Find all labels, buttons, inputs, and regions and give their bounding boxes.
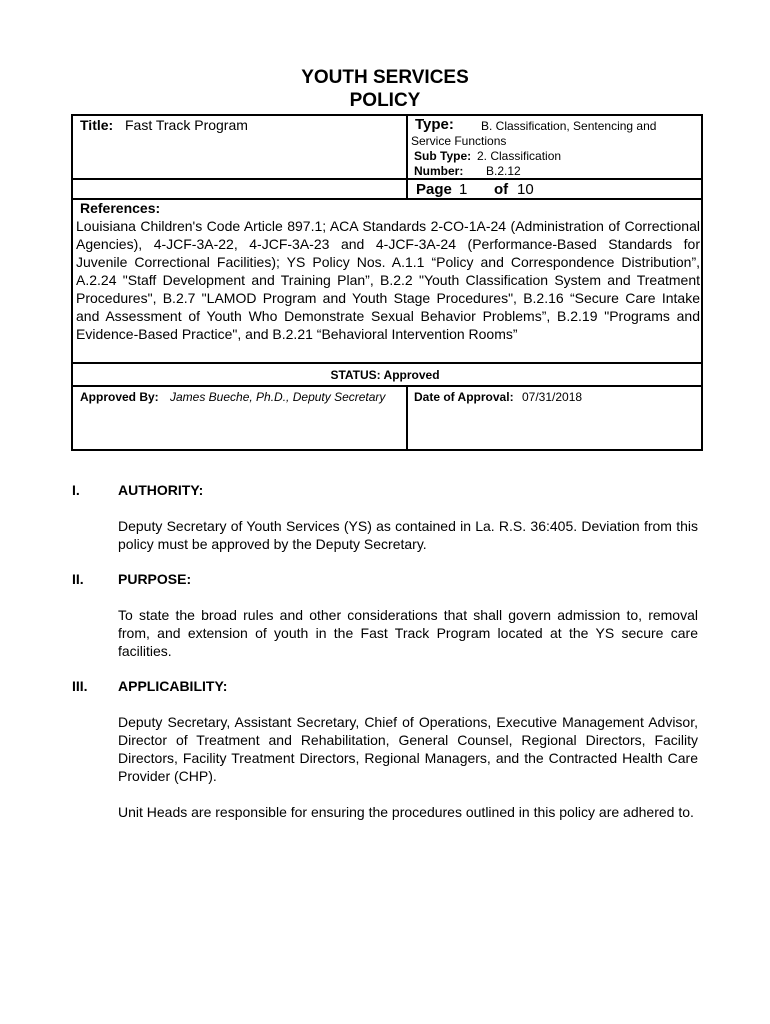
number-value: B.2.12 bbox=[486, 164, 521, 178]
subtype-label: Sub Type: bbox=[414, 149, 472, 163]
approved-by-value: James Bueche, Ph.D., Deputy Secretary bbox=[170, 390, 386, 404]
references-text: Louisiana Children's Code Article 897.1; ACA Standards 2-CO-1A-24 (Administration of Correctional Agencies), 4-JCF-3A-22, 4-JCF-3A-23 and 4-JCF-3A-24 (Performance-Based Standards for Juvenile Correctional Facilities); YS Policy Nos. A.1.1 “Policy and Correspondence Distribution”, A.2.24 "Staff Development and Training Plan”, B.2.2 "Youth Classification System and Treatment Procedures", B.2.7 "LAMOD Program and Youth Stage Procedures", B.2.16 “Secure Care Intake and Assessment of Youth Who Demonstrate Sexual Behavior Problems”, B.2.19 "Programs and Evidence-Based Practice", and B.2.21 “Behavioral Intervention Rooms” bbox=[76, 218, 700, 342]
table-divider bbox=[406, 385, 408, 451]
references-label: References: bbox=[80, 200, 161, 216]
approved-by-label: Approved By: bbox=[80, 390, 159, 404]
of-label: of bbox=[494, 181, 509, 198]
type-value-continued: Service Functions bbox=[411, 134, 507, 148]
section-title-applicability: APPLICABILITY: bbox=[118, 678, 228, 694]
subtype-value: 2. Classification bbox=[477, 149, 562, 163]
type-value: B. Classification, Sentencing and bbox=[481, 119, 657, 133]
purpose-paragraph: To state the broad rules and other considerations that shall govern admission to, removal from, and extension of youth in the Fast Track Program located at the YS secure care facilities. bbox=[118, 607, 698, 659]
date-label: Date of Approval: bbox=[414, 390, 514, 404]
table-divider bbox=[71, 198, 703, 200]
table-divider bbox=[71, 385, 703, 387]
title-label: Title: bbox=[80, 117, 114, 133]
number-label: Number: bbox=[414, 164, 464, 178]
section-title-purpose: PURPOSE: bbox=[118, 571, 192, 587]
section-number: III. bbox=[72, 678, 88, 694]
section-number: II. bbox=[72, 571, 84, 587]
table-divider bbox=[71, 362, 703, 364]
title-value: Fast Track Program bbox=[125, 117, 248, 133]
type-label: Type: bbox=[415, 116, 454, 133]
policy-header-line2: POLICY bbox=[349, 90, 421, 111]
section-number: I. bbox=[72, 482, 80, 498]
unit-heads-paragraph: Unit Heads are responsible for ensuring the procedures outlined in this policy are adhered to. bbox=[118, 804, 694, 820]
page-number: 1 bbox=[459, 181, 468, 198]
applicability-paragraph: Deputy Secretary, Assistant Secretary, Chief of Operations, Executive Management Advisor, Director of Treatment and Rehabilitation, General Counsel, Regional Directors, Facility Directors, Facility Treatment Directors, Regional Managers, and the Contracted Health Care Provider (CHP). bbox=[118, 714, 698, 784]
table-divider bbox=[71, 178, 703, 180]
section-title-authority: AUTHORITY: bbox=[118, 482, 204, 498]
page-total: 10 bbox=[517, 181, 534, 198]
status-text: STATUS: Approved bbox=[330, 368, 440, 382]
page-label: Page bbox=[416, 181, 452, 198]
date-value: 07/31/2018 bbox=[522, 390, 583, 404]
authority-paragraph: Deputy Secretary of Youth Services (YS) as contained in La. R.S. 36:405. Deviation from this policy must be approved by the Deputy Secretary. bbox=[118, 518, 698, 552]
policy-header-line1: YOUTH SERVICES bbox=[301, 67, 469, 88]
table-divider bbox=[406, 114, 408, 200]
